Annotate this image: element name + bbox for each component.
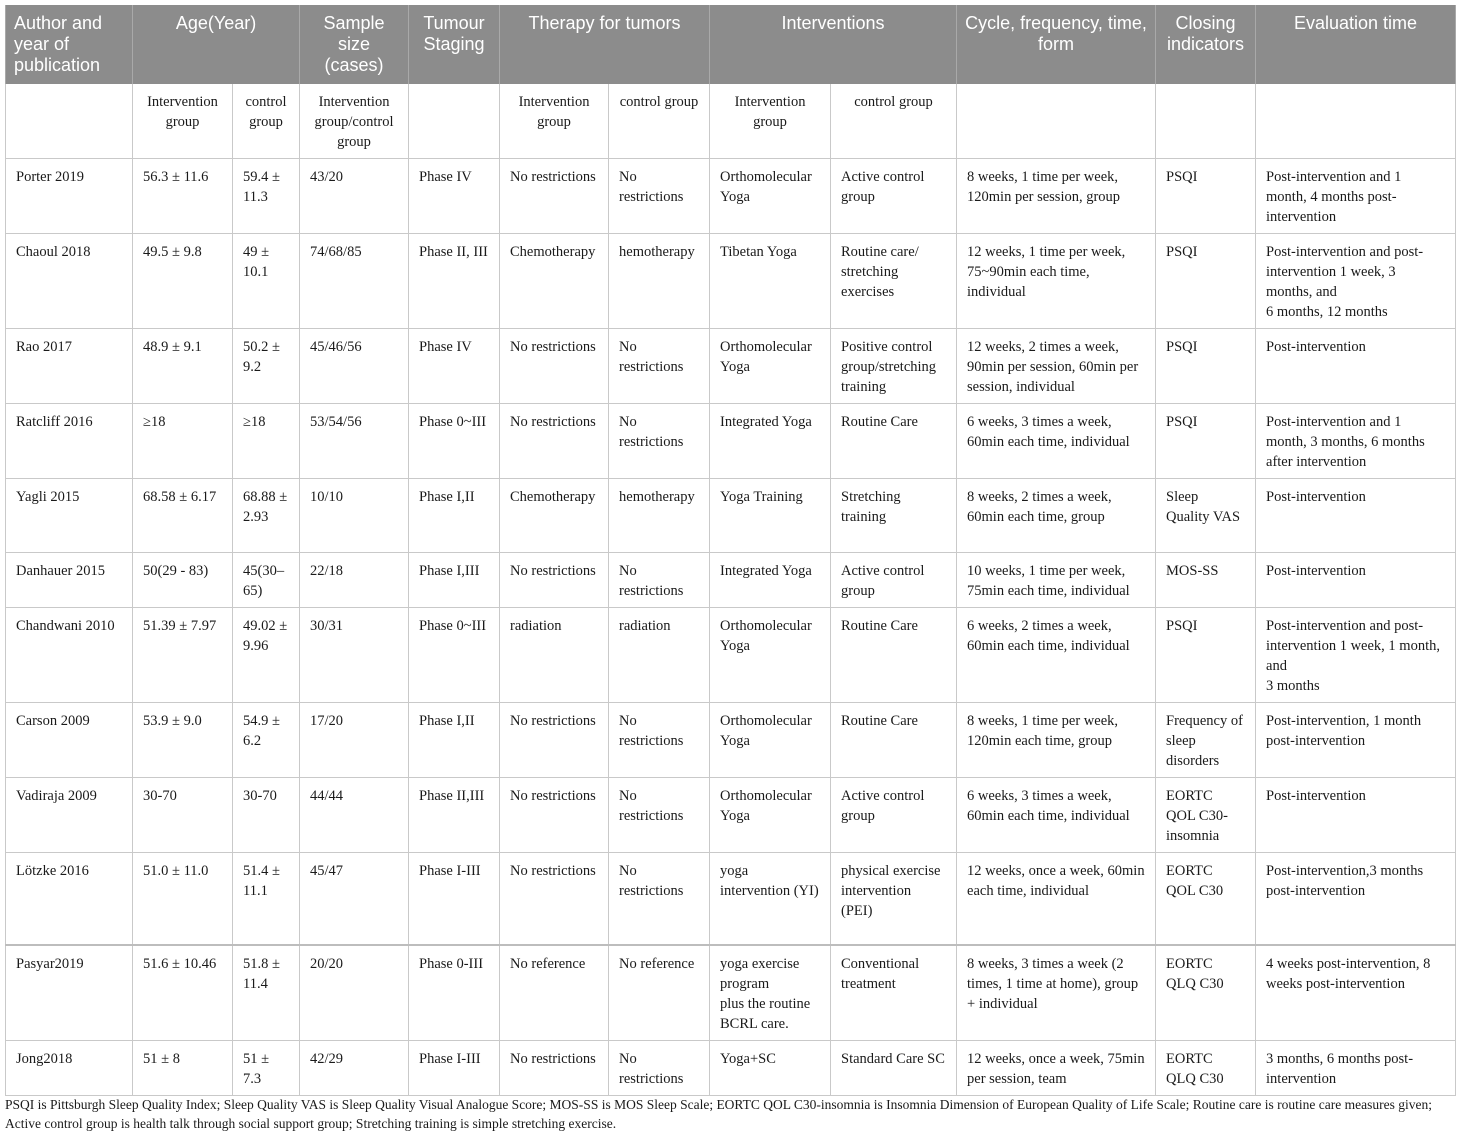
cell-intervention: yoga intervention (YI)	[710, 852, 831, 945]
cell-control: Active control group	[831, 158, 957, 233]
cell-therapy-intervention: radiation	[500, 607, 609, 702]
header-therapy: Therapy for tumors	[500, 5, 710, 84]
cell-control: Active control group	[831, 777, 957, 852]
cell-intervention: Integrated Yoga	[710, 403, 831, 478]
table-header-row	[6, 5, 1456, 84]
cell-closing-indicator: EORTC QLQ C30	[1156, 945, 1256, 1041]
cell-therapy-control: No restrictions	[609, 403, 710, 478]
cell-sample-size: 45/46/56	[300, 328, 409, 403]
header-sample-size: Sample size (cases)	[300, 5, 409, 84]
cell-stage: Phase II, III	[409, 233, 500, 328]
subheader-empty	[409, 84, 500, 158]
cell-age-control: 51.4 ± 11.1	[233, 852, 300, 945]
cell-evaluation-time: 3 months, 6 months post-intervention	[1256, 1041, 1456, 1096]
cell-intervention: Orthomolecular Yoga	[710, 702, 831, 777]
cell-control: physical exercise intervention (PEI)	[831, 852, 957, 945]
cell-author: Chandwani 2010	[6, 607, 133, 702]
cell-stage: Phase I-III	[409, 1041, 500, 1096]
intervention-line: plus the routine BCRL care.	[720, 996, 811, 1032]
cell-therapy-intervention: No restrictions	[500, 1041, 609, 1096]
cell-author: Chaoul 2018	[6, 233, 133, 328]
cell-age-intervention: 51.6 ± 10.46	[133, 945, 233, 1041]
header-tumour-staging: Tumour Staging	[409, 5, 500, 84]
cell-cycle: 6 weeks, 3 times a week, 60min each time, individual	[957, 777, 1156, 852]
cell-sample-size: 45/47	[300, 852, 409, 945]
cell-cycle: 8 weeks, 2 times a week, 60min each time, group	[957, 478, 1156, 552]
study-characteristics-table-wrapper	[5, 5, 1455, 1096]
cell-control: Routine care/ stretching exercises	[831, 233, 957, 328]
intervention-line: yoga exercise program	[720, 956, 800, 992]
subheader-empty	[957, 84, 1156, 158]
subheader-intervention-control: control group	[831, 84, 957, 158]
cell-closing-indicator: PSQI	[1156, 607, 1256, 702]
cell-closing-indicator: EORTC QOL C30-insomnia	[1156, 777, 1256, 852]
table-row	[6, 1041, 1456, 1096]
cell-control: Routine Care	[831, 702, 957, 777]
cell-intervention: Yoga Training	[710, 478, 831, 552]
cell-therapy-control: No reference	[609, 945, 710, 1041]
cell-intervention: Orthomolecular Yoga	[710, 158, 831, 233]
subheader-therapy-intervention: Intervention group	[500, 84, 609, 158]
cell-therapy-intervention: No restrictions	[500, 158, 609, 233]
cell-therapy-intervention: No restrictions	[500, 552, 609, 607]
cell-cycle: 10 weeks, 1 time per week, 75min each time, individual	[957, 552, 1156, 607]
cell-closing-indicator: PSQI	[1156, 158, 1256, 233]
cell-therapy-control: No restrictions	[609, 552, 710, 607]
cell-sample-size: 10/10	[300, 478, 409, 552]
cell-author: Pasyar2019	[6, 945, 133, 1041]
header-cycle: Cycle, frequency, time, form	[957, 5, 1156, 84]
subheader-age-control: control group	[233, 84, 300, 158]
cell-evaluation-time	[1256, 233, 1456, 328]
cell-age-intervention: 56.3 ± 11.6	[133, 158, 233, 233]
cell-stage: Phase IV	[409, 328, 500, 403]
table-row	[6, 945, 1456, 1041]
cell-evaluation-time: Post-intervention and 1 month, 3 months, 6 months after intervention	[1256, 403, 1456, 478]
cell-therapy-control: hemotherapy	[609, 478, 710, 552]
cell-sample-size: 74/68/85	[300, 233, 409, 328]
table-row	[6, 702, 1456, 777]
cell-stage: Phase 0~III	[409, 607, 500, 702]
cell-age-intervention: 51.39 ± 7.97	[133, 607, 233, 702]
cell-sample-size: 20/20	[300, 945, 409, 1041]
cell-therapy-control: No restrictions	[609, 158, 710, 233]
cell-author: Danhauer 2015	[6, 552, 133, 607]
cell-closing-indicator: Sleep Quality VAS	[1156, 478, 1256, 552]
cell-closing-indicator: EORTC QOL C30	[1156, 852, 1256, 945]
cell-cycle: 12 weeks, once a week, 60min each time, individual	[957, 852, 1156, 945]
cell-age-control: 51.8 ± 11.4	[233, 945, 300, 1041]
cell-control: Stretching training	[831, 478, 957, 552]
cell-therapy-intervention: No restrictions	[500, 403, 609, 478]
evaluation-line: Post-intervention and post-intervention 1 week, 1 month, and	[1266, 617, 1440, 674]
cell-stage: Phase I-III	[409, 852, 500, 945]
subheader-empty	[1256, 84, 1456, 158]
subheader-empty	[1156, 84, 1256, 158]
cell-therapy-intervention: No restrictions	[500, 328, 609, 403]
subheader-empty	[6, 84, 133, 158]
cell-age-intervention: 51.0 ± 11.0	[133, 852, 233, 945]
cell-cycle: 12 weeks, 1 time per week, 75~90min each time, individual	[957, 233, 1156, 328]
cell-control: Standard Care SC	[831, 1041, 957, 1096]
table-row	[6, 328, 1456, 403]
cell-stage: Phase I,II	[409, 478, 500, 552]
cell-author: Yagli 2015	[6, 478, 133, 552]
cell-sample-size: 42/29	[300, 1041, 409, 1096]
cell-sample-size: 43/20	[300, 158, 409, 233]
cell-age-intervention: 51 ± 8	[133, 1041, 233, 1096]
cell-cycle: 6 weeks, 2 times a week, 60min each time, individual	[957, 607, 1156, 702]
table-row	[6, 158, 1456, 233]
cell-author: Lötzke 2016	[6, 852, 133, 945]
cell-age-control: 30-70	[233, 777, 300, 852]
cell-author: Ratcliff 2016	[6, 403, 133, 478]
table-subheader-row	[6, 84, 1456, 158]
cell-intervention: Tibetan Yoga	[710, 233, 831, 328]
header-interventions: Interventions	[710, 5, 957, 84]
cell-intervention: Orthomolecular Yoga	[710, 777, 831, 852]
evaluation-line: 3 months	[1266, 677, 1320, 694]
cell-sample-size: 53/54/56	[300, 403, 409, 478]
cell-author: Rao 2017	[6, 328, 133, 403]
cell-age-control: 49.02 ± 9.96	[233, 607, 300, 702]
cell-cycle: 6 weeks, 3 times a week, 60min each time, individual	[957, 403, 1156, 478]
cell-stage: Phase I,III	[409, 552, 500, 607]
cell-stage: Phase 0~III	[409, 403, 500, 478]
cell-therapy-intervention: No restrictions	[500, 852, 609, 945]
evaluation-line: 6 months, 12 months	[1266, 303, 1388, 320]
cell-age-control: 49 ± 10.1	[233, 233, 300, 328]
header-author: Author and year of publication	[6, 5, 133, 84]
cell-age-control: 51 ± 7.3	[233, 1041, 300, 1096]
cell-author: Jong2018	[6, 1041, 133, 1096]
cell-therapy-control: radiation	[609, 607, 710, 702]
table-row	[6, 607, 1456, 702]
cell-closing-indicator: PSQI	[1156, 403, 1256, 478]
cell-intervention: Orthomolecular Yoga	[710, 328, 831, 403]
cell-age-intervention: 50(29 - 83)	[133, 552, 233, 607]
cell-evaluation-time: Post-intervention	[1256, 328, 1456, 403]
cell-sample-size: 17/20	[300, 702, 409, 777]
subheader-sample: Intervention group/control group	[300, 84, 409, 158]
cell-author: Carson 2009	[6, 702, 133, 777]
cell-age-intervention: 30-70	[133, 777, 233, 852]
table-row	[6, 233, 1456, 328]
cell-stage: Phase II,III	[409, 777, 500, 852]
cell-therapy-control: No restrictions	[609, 1041, 710, 1096]
cell-stage: Phase I,II	[409, 702, 500, 777]
cell-control: Active control group	[831, 552, 957, 607]
cell-closing-indicator: Frequency of sleep disorders	[1156, 702, 1256, 777]
cell-closing-indicator: PSQI	[1156, 328, 1256, 403]
cell-therapy-control: No restrictions	[609, 777, 710, 852]
table-row	[6, 552, 1456, 607]
table-row	[6, 777, 1456, 852]
cell-evaluation-time: Post-intervention, 1 month post-intervention	[1256, 702, 1456, 777]
cell-control: Routine Care	[831, 607, 957, 702]
cell-age-intervention: ≥18	[133, 403, 233, 478]
cell-closing-indicator: EORTC QLQ C30	[1156, 1041, 1256, 1096]
cell-evaluation-time: Post-intervention,3 months post-intervention	[1256, 852, 1456, 945]
cell-closing-indicator: PSQI	[1156, 233, 1256, 328]
cell-age-intervention: 48.9 ± 9.1	[133, 328, 233, 403]
cell-age-control: ≥18	[233, 403, 300, 478]
cell-cycle: 8 weeks, 1 time per week, 120min each time, group	[957, 702, 1156, 777]
cell-control: Routine Care	[831, 403, 957, 478]
cell-evaluation-time: Post-intervention and 1 month, 4 months post-intervention	[1256, 158, 1456, 233]
cell-cycle: 8 weeks, 1 time per week, 120min per session, group	[957, 158, 1156, 233]
subheader-age-intervention: Intervention group	[133, 84, 233, 158]
header-closing-indicators: Closing indicators	[1156, 5, 1256, 84]
study-characteristics-table	[5, 5, 1456, 1096]
cell-age-control: 59.4 ± 11.3	[233, 158, 300, 233]
cell-therapy-intervention: No restrictions	[500, 702, 609, 777]
cell-evaluation-time: 4 weeks post-intervention, 8 weeks post-intervention	[1256, 945, 1456, 1041]
subheader-therapy-control: control group	[609, 84, 710, 158]
cell-therapy-intervention: No reference	[500, 945, 609, 1041]
cell-evaluation-time	[1256, 607, 1456, 702]
cell-closing-indicator: MOS-SS	[1156, 552, 1256, 607]
cell-age-intervention: 68.58 ± 6.17	[133, 478, 233, 552]
cell-intervention: Yoga+SC	[710, 1041, 831, 1096]
table-footnote: PSQI is Pittsburgh Sleep Quality Index; Sleep Quality VAS is Sleep Quality Visual Analogue Score; MOS-SS is MOS Sleep Scale; EORTC QOL C30-insomnia is Insomnia Dimension of European Quality of Life Scale; Routine care is routine care measures given; Active control group is health talk through social support group; Stretching training is simple stretching exercise.	[5, 1097, 1432, 1131]
cell-sample-size: 30/31	[300, 607, 409, 702]
cell-age-control: 45(30–65)	[233, 552, 300, 607]
cell-age-control: 68.88 ± 2.93	[233, 478, 300, 552]
cell-stage: Phase 0-III	[409, 945, 500, 1041]
cell-therapy-intervention: Chemotherapy	[500, 478, 609, 552]
cell-age-intervention: 53.9 ± 9.0	[133, 702, 233, 777]
cell-evaluation-time: Post-intervention	[1256, 777, 1456, 852]
header-age: Age(Year)	[133, 5, 300, 84]
cell-cycle: 8 weeks, 3 times a week (2 times, 1 time at home), group + individual	[957, 945, 1156, 1041]
table-row	[6, 852, 1456, 945]
cell-therapy-control: No restrictions	[609, 702, 710, 777]
cell-age-control: 54.9 ± 6.2	[233, 702, 300, 777]
cell-control: Conventional treatment	[831, 945, 957, 1041]
cell-cycle: 12 weeks, once a week, 75min per session, team	[957, 1041, 1156, 1096]
cell-author: Vadiraja 2009	[6, 777, 133, 852]
cell-sample-size: 44/44	[300, 777, 409, 852]
header-evaluation-time: Evaluation time	[1256, 5, 1456, 84]
cell-intervention: Integrated Yoga	[710, 552, 831, 607]
cell-age-intervention: 49.5 ± 9.8	[133, 233, 233, 328]
cell-age-control: 50.2 ± 9.2	[233, 328, 300, 403]
cell-therapy-intervention: Chemotherapy	[500, 233, 609, 328]
table-row	[6, 478, 1456, 552]
cell-therapy-control: No restrictions	[609, 328, 710, 403]
cell-evaluation-time: Post-intervention	[1256, 478, 1456, 552]
cell-cycle: 12 weeks, 2 times a week, 90min per session, 60min per session, individual	[957, 328, 1156, 403]
cell-evaluation-time: Post-intervention	[1256, 552, 1456, 607]
evaluation-line: Post-intervention and post-intervention 1 week, 3 months, and	[1266, 243, 1424, 300]
cell-therapy-control: hemotherapy	[609, 233, 710, 328]
table-row	[6, 403, 1456, 478]
cell-intervention	[710, 945, 831, 1041]
cell-intervention: Orthomolecular Yoga	[710, 607, 831, 702]
cell-therapy-intervention: No restrictions	[500, 777, 609, 852]
subheader-intervention-intervention: Intervention group	[710, 84, 831, 158]
cell-stage: Phase IV	[409, 158, 500, 233]
cell-author: Porter 2019	[6, 158, 133, 233]
cell-control: Positive control group/stretching training	[831, 328, 957, 403]
cell-therapy-control: No restrictions	[609, 852, 710, 945]
cell-sample-size: 22/18	[300, 552, 409, 607]
